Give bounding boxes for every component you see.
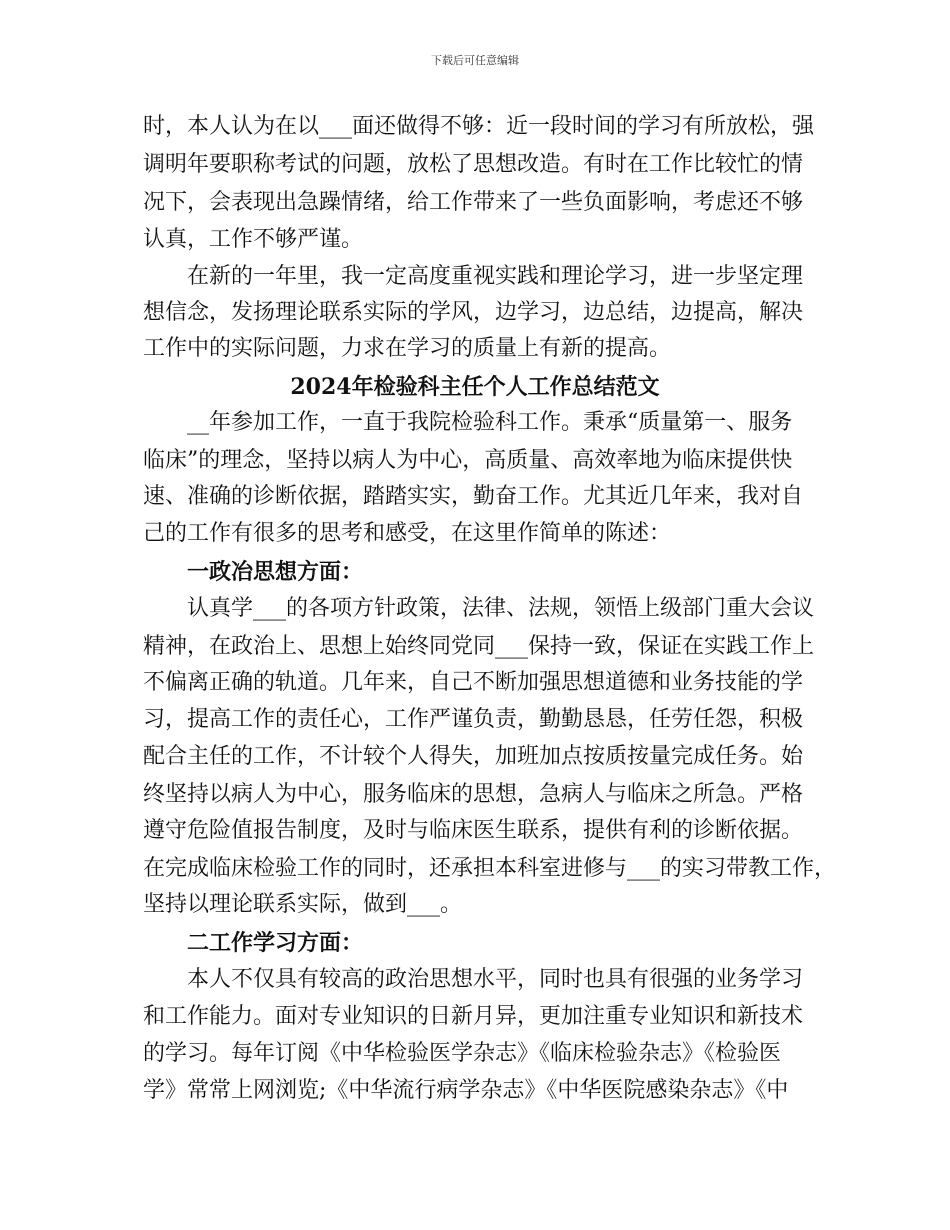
body-line: 想信念，发扬理论联系实际的学风，边学习，边总结，边提高，解决 <box>143 300 804 325</box>
body-line: 遵守危险值报告制度，及时与临床医生联系，提供有利的诊断依据。 <box>143 818 804 843</box>
body-line: 本人不仅具有较高的政治思想水平，同时也具有很强的业务学习 <box>187 967 804 992</box>
body-line: 坚持以理论联系实际，做到___。 <box>143 892 463 917</box>
body-line: 学》常常上网浏览;《中华流行病学杂志》《中华医院感染杂志》《中 <box>143 1078 789 1103</box>
body-line: 不偏离正确的轨道。几年来，自己不断加强思想道德和业务技能的学 <box>143 670 804 695</box>
body-line: 终坚持以病人为中心，服务临床的思想，急病人与临床之所急。严格 <box>143 782 804 807</box>
body-line: 认真学___的各项方针政策，法律、法规，领悟上级部门重大会议 <box>187 596 815 621</box>
section-heading: 二工作学习方面： <box>187 930 364 956</box>
body-line: 工作中的实际问题，力求在学习的质量上有新的提高。 <box>143 336 672 361</box>
body-line: 精神，在政治上、思想上始终同党同___保持一致，保证在实践工作上 <box>143 634 815 659</box>
body-line: 认真，工作不够严谨。 <box>143 227 364 252</box>
body-line: 在完成临床检验工作的同时，还承担本科室进修与___的实习带教工作， <box>143 856 837 881</box>
body-line: 的学习。每年订阅《中华检验医学杂志》《临床检验杂志》《检验医 <box>143 1041 782 1066</box>
body-line: 配合主任的工作，不计较个人得失，加班加点按质按量完成任务。始 <box>143 744 804 769</box>
section-heading: 一政冶思想方面： <box>187 559 364 585</box>
body-line: 在新的一年里，我一定高度重视实践和理论学习，进一步坚定理 <box>187 264 804 289</box>
body-line: 和工作能力。面对专业知识的日新月异，更加注重专业知识和新技术 <box>143 1004 804 1029</box>
body-line: 调明年要职称考试的问题，放松了思想改造。有时在工作比较忙的情 <box>143 152 804 177</box>
body-line: __年参加工作，一直于我院检验科工作。秉承“质量第一、服务 <box>187 410 793 435</box>
body-line: 况下，会表现出急躁情绪，给工作带来了一些负面影响，考虑还不够 <box>143 190 804 215</box>
page-header: 下载后可任意编辑 <box>431 54 519 67</box>
document-title: 2024年检验科主任个人工作总结范文 <box>290 374 660 400</box>
body-line: 临床”的理念，坚持以病人为中心，高质量、高效率地为临床提供快 <box>143 448 793 473</box>
body-line: 己的工作有很多的思考和感受，在这里作简单的陈述： <box>143 521 672 546</box>
body-line: 速、准确的诊断依据，踏踏实实，勤奋工作。尤其近几年来，我对自 <box>143 484 804 509</box>
body-line: 习，提高工作的责任心，工作严谨负责，勤勤恳恳，任劳任怨，积极 <box>143 707 804 732</box>
body-line: 时，本人认为在以___面还做得不够：近一段时间的学习有所放松，强 <box>143 114 815 139</box>
